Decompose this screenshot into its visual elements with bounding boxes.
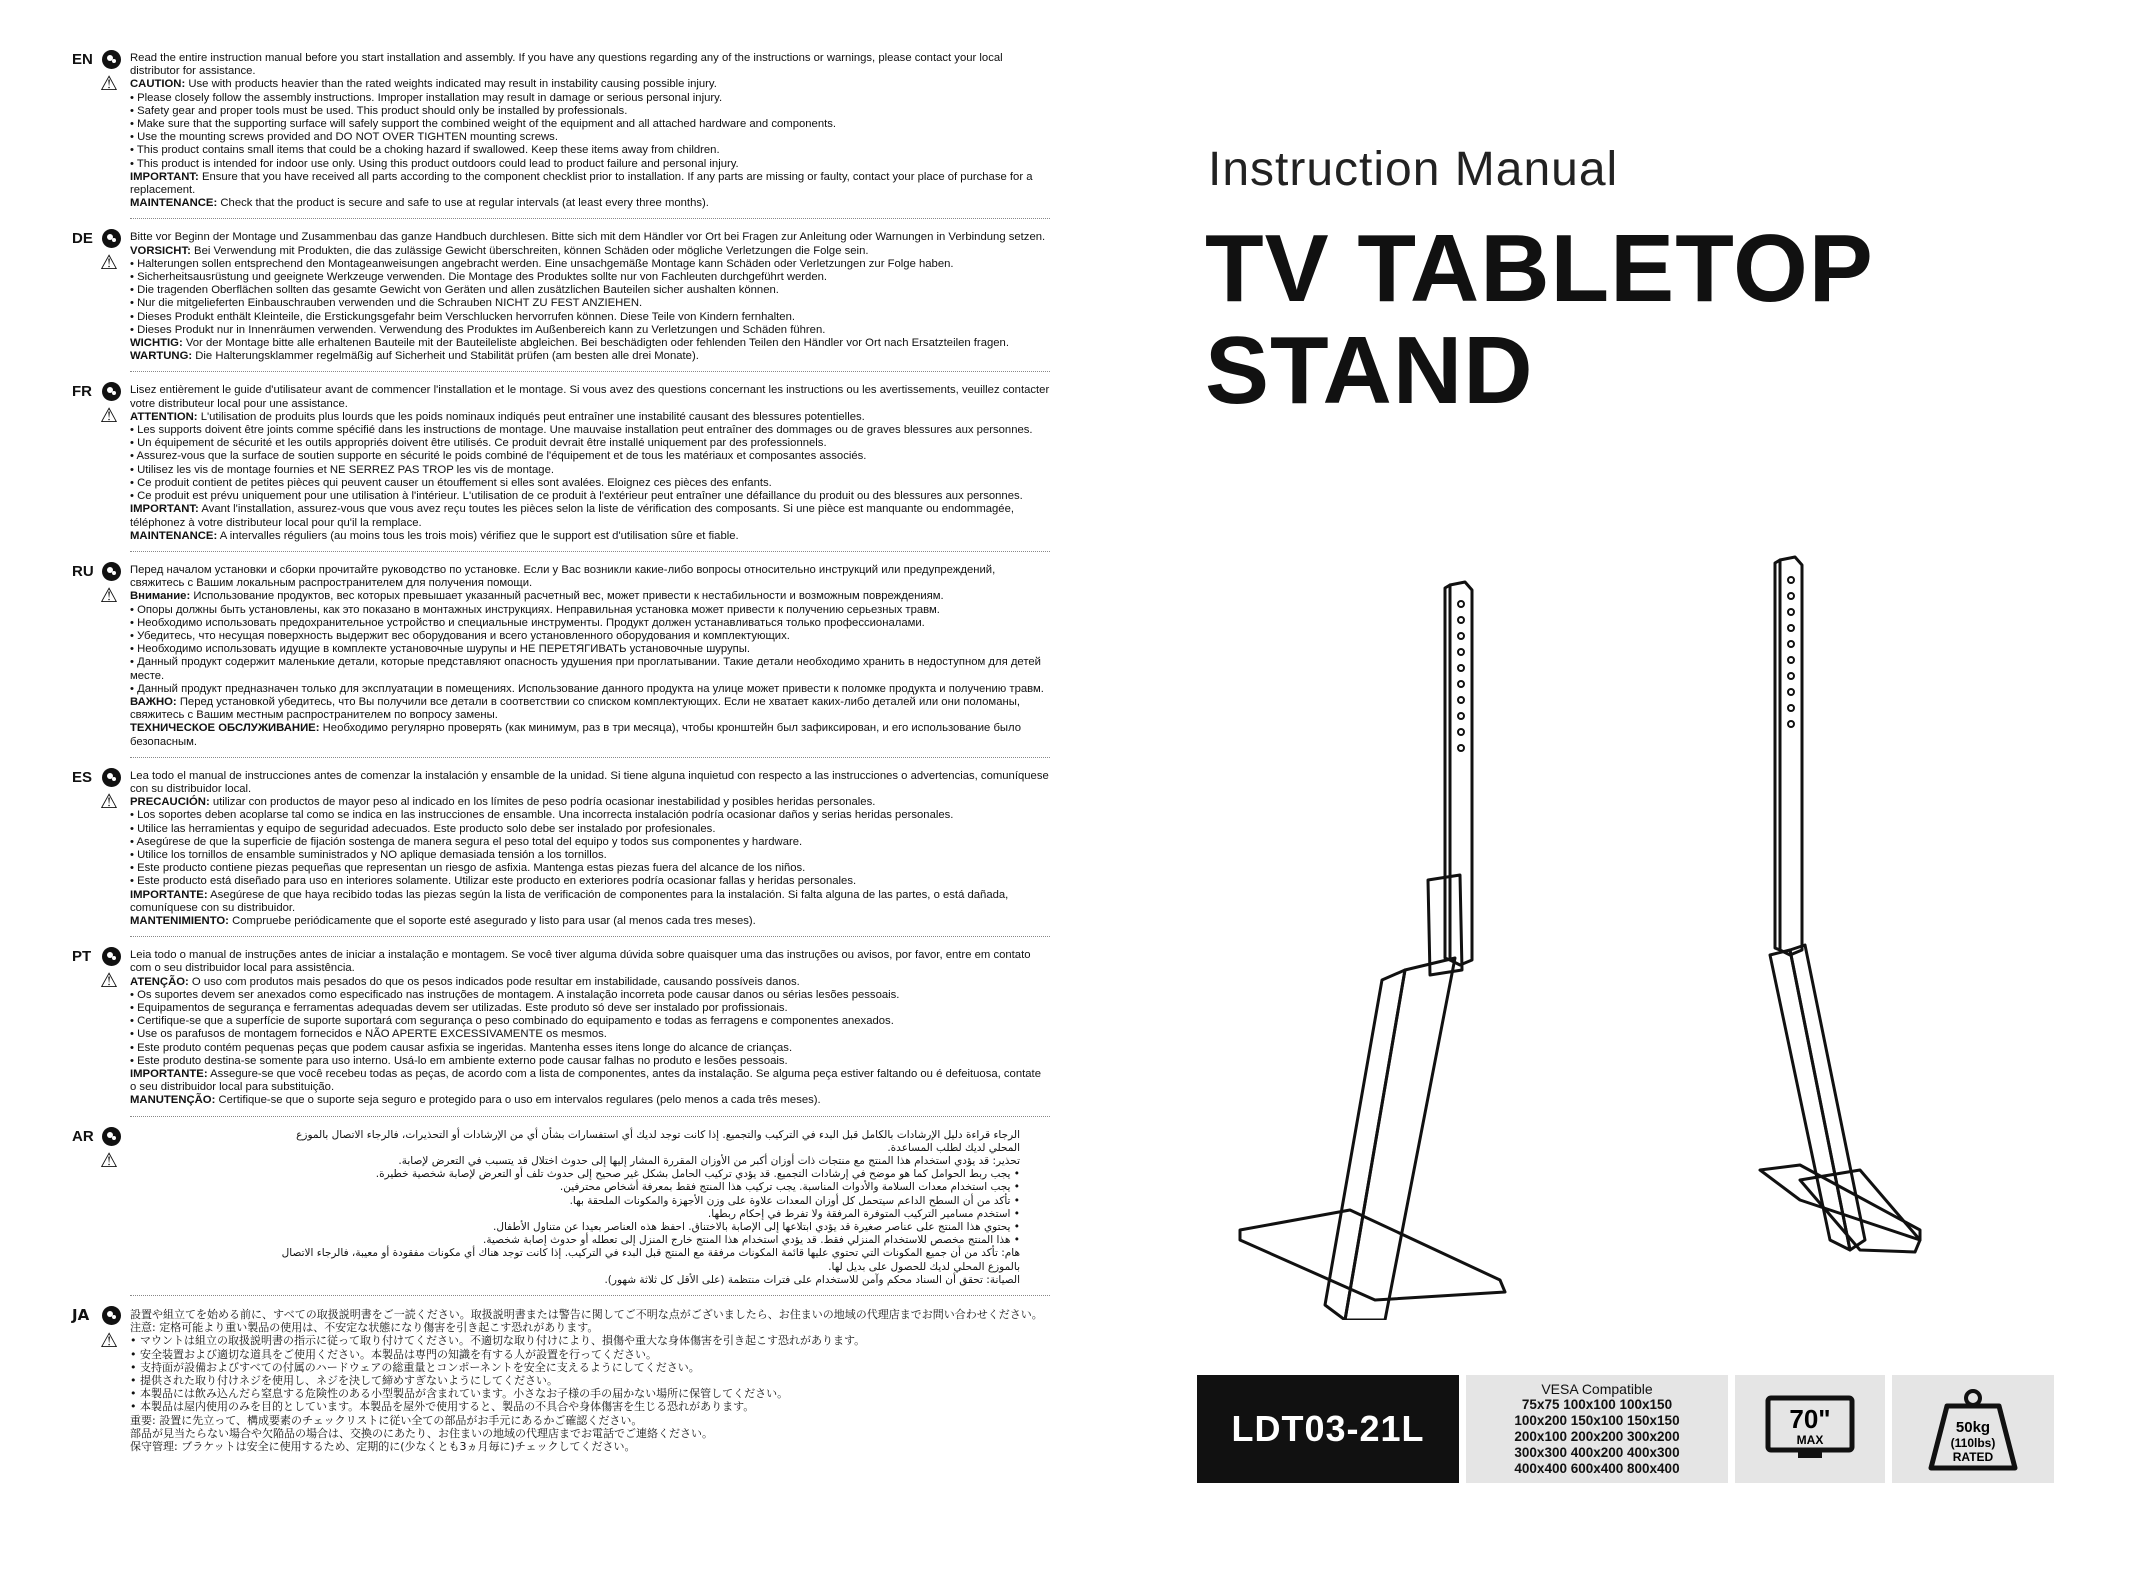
caution-label: ATENÇÃO:: [130, 975, 189, 988]
subtitle: Instruction Manual: [1208, 143, 1619, 196]
caution-text: [130, 245, 1050, 258]
tv-icon: [1764, 1394, 1856, 1464]
maintenance-body: Compruebe periódicamente que el soporte esté asegurado y listo para usar (al menos cada tres meses).: [232, 914, 756, 927]
bullet-item: • Make sure that the supporting surface will safely support the combined weight of the equipment and all attached hardware and components.: [130, 118, 1050, 131]
language-code: JA: [72, 1306, 90, 1325]
japanese-line: • 提供された取り付けネジを使用し、ネジを決して締めすぎないようにしてください。: [130, 1374, 558, 1388]
caution-text: [130, 78, 1050, 91]
arabic-line: • يجب ربط الحوامل كما هو موضح في إرشادات التجميع. قد يؤدي تركيب الحامل بشكل غير صحيح إلى حدوث تلف أو التعرض لإصابة شخصية خطيرة.: [375, 1168, 1020, 1181]
intro-text: Leia todo o manual de instruções antes de iniciar a instalação e montagem. Se você tiver alguma dúvida sobre quaisquer uma das instruções ou avisos, por favor, entre em contato com o seu distribuidor local para assistência.: [130, 949, 1031, 975]
maintenance-label: WARTUNG:: [130, 350, 193, 363]
caution-text: [130, 590, 1050, 603]
warning-icon: ⚠: [100, 970, 118, 993]
weight-label: RATED: [1952, 1450, 1994, 1464]
bullet-item: • Este produto destina-se somente para uso interno. Usá-lo em ambiente externo pode causar falhas no produto e lesões pessoais.: [130, 1055, 1050, 1068]
bullet-item: • Dieses Produkt nur in Innenräumen verwenden. Verwendung des Produktes im Außenbereich kann zu Verletzungen und Schäden führen.: [130, 324, 1050, 337]
bullet-item: • Halterungen sollen entsprechend den Montageanweisungen angebracht werden. Eine unsachgemäße Montage kann Schäden oder Verletzungen zur Folge haben.: [130, 258, 1050, 271]
intro-text: Перед началом установки и сборки прочитайте руководство по установке. Если у Вас возникли какие-либо вопросы относительно инструкций или предупреждений, свяжитесь с Вашим локальным распространителем для получения помощи.: [130, 563, 996, 590]
warning-icon: ⚠: [100, 405, 118, 428]
language-section-ja: [60, 1308, 1050, 1453]
title-line-1: TV TABLETOP: [1205, 215, 1874, 322]
bullet-item: • Certifique-se que a superfície de suporte suportará com segurança o peso combinado do equipamento e todas as ferragens e componentes anexados.: [130, 1015, 1050, 1028]
arabic-line: • يجب استخدام معدات السلامة والأدوات المناسبة. يجب تركيب هذا المنتج فقط بمعرفة أشخاص محترفين.: [559, 1181, 1020, 1194]
important-body: Vor der Montage bitte alle erhaltenen Bauteile mit der Bauteileliste abgleichen. Bei beschädigten oder fehlenden Teilen den Händler vor Ort nach Ersatzteilen fragen.: [185, 337, 1009, 350]
bullet-item: • Ce produit est prévu uniquement pour une utilisation à l'intérieur. L'utilisation de ce produit à l'extérieur peut entraîner une défaillance du produit ou des blessures aux personnes.: [130, 490, 1050, 503]
bullet-item: • Nur die mitgelieferten Einbauschrauben verwenden und die Schrauben NICHT ZU FEST ANZIEHEN.: [130, 297, 1050, 310]
intro-text: Lea todo el manual de instrucciones antes de comenzar la instalación y ensamble de la unidad. Si tiene alguna inquietud con respecto a las instrucciones o advertencias, comuníquese con su distribuidor local.: [130, 769, 1049, 795]
bullet-item: • Необходимо использовать идущие в комплекте установочные шурупы и НЕ ПЕРЕТЯГИВАТЬ установочные шурупы.: [130, 643, 1050, 656]
globe-icon: [102, 1306, 121, 1325]
japanese-line: • マウントは組立の取扱説明書の指示に従って取り付けてください。不適切な取り付けにより、損傷や重大な身体傷害を引き起こす恐れがあります。: [130, 1334, 866, 1348]
maintenance-body: Die Halterungsklammer regelmäßig auf Sicherheit und Stabilität prüfen (am besten alle drei Monate).: [195, 350, 699, 363]
bullet-item: • Dieses Produkt enthält Kleinteile, die Erstickungsgefahr beim Verschlucken hervorrufen können. Diese Teile von Kindern fernhalten.: [130, 311, 1050, 324]
product-title: [1205, 215, 1874, 424]
important-label: IMPORTANT:: [130, 170, 199, 183]
bullet-item: • Убедитесь, что несущая поверхность выдержит вес оборудования и всего установленного оборудования и комплектующих.: [130, 630, 1050, 643]
caution-body: Bei Verwendung mit Produkten, die das zulässige Gewicht überschreiten, können Schäden oder mögliche Verletzungen die Folge sein.: [194, 244, 869, 257]
size-value: 70": [1789, 1404, 1831, 1434]
language-code: EN: [72, 51, 93, 68]
warning-icon: ⚠: [100, 1328, 118, 1353]
japanese-line: 部品が見当たらない場合や欠陥品の場合は、交換のにあたり、お住まいの地域の代理店までお電話でご連絡ください。: [130, 1426, 713, 1440]
bullet-item: • Este producto contiene piezas pequeñas que representan un riesgo de asfixia. Mantenga estas piezas fuera del alcance de los niños.: [130, 862, 1050, 875]
bullet-item: • Use the mounting screws provided and DO NOT OVER TIGHTEN mounting screws.: [130, 131, 1050, 144]
maintenance-body: Необходимо регулярно проверять (как минимум, раз в три месяца), чтобы кронштейн был зафиксирован, и его использование было безопасным.: [130, 722, 1022, 748]
vesa-row: 75x75 100x100 100x150: [1521, 1397, 1673, 1412]
section-divider: [130, 936, 1050, 937]
language-code: FR: [72, 383, 92, 401]
important-label: IMPORTANT:: [130, 503, 199, 516]
weight-lbs: (110lbs): [1950, 1436, 1996, 1450]
arabic-line: • تأكد من أن السطح الداعم سيتحمل كل أوزان المعدات علاوة على وزن الأجهزة والمكونات الملحقة بها.: [569, 1194, 1020, 1207]
language-section-de: [60, 231, 1050, 363]
maintenance-label: MAINTENANCE:: [130, 197, 218, 210]
stand-illustration: [1160, 540, 2140, 1320]
warning-icon: ⚠: [100, 73, 118, 95]
intro-text: Bitte vor Beginn der Montage und Zusammenbau das ganze Handbuch durchlesen. Bitte sich mit dem Händler vor Ort bei Fragen zur Anleitung oder Warnungen in Verbindung setzen.: [130, 231, 1046, 244]
language-section-pt: [60, 949, 1050, 1107]
globe-icon: [102, 50, 121, 69]
maintenance-label: MANUTENÇÃO:: [130, 1094, 216, 1107]
bullet-item: • Utilisez les vis de montage fournies et NE SERREZ PAS TROP les vis de montage.: [130, 464, 1050, 477]
language-section-ru: [60, 564, 1050, 749]
maintenance-text: [130, 722, 1050, 748]
weight-rating: [1892, 1375, 2054, 1483]
vesa-row: 300x300 400x200 400x300: [1514, 1445, 1680, 1460]
section-divider: [130, 1116, 1050, 1117]
section-divider: [130, 757, 1050, 758]
important-label: ВАЖНО:: [130, 695, 177, 708]
arabic-line: • استخدم مسامير التركيب المتوفرة المرفقة ولا تفرط في إحكام ربطها.: [707, 1207, 1020, 1220]
arabic-line: الصيانة: تحقق أن السناد محكم وآمن للاستخدام على فترات منتظمة (على الأقل كل ثلاثة شهور).: [604, 1273, 1020, 1286]
caution-body: L'utilisation de produits plus lourds que les poids nominaux indiqués peut entraîner une instabilité causant des blessures potentielles.: [200, 410, 865, 423]
section-divider: [130, 551, 1050, 552]
japanese-line: 設置や組立てを始める前に、すべての取扱説明書をご一読ください。取扱説明書または警告に関してご不明な点がございましたら、お住まいの地域の代理店までお問い合わせください。: [130, 1308, 1043, 1322]
maintenance-text: [130, 350, 1050, 363]
bullet-item: • Необходимо использовать предохранительное устройство и специальные инструменты. Продукт должен устанавливаться только профессионалами.: [130, 617, 1050, 630]
language-section-en: [60, 52, 1050, 210]
globe-icon: [102, 768, 121, 787]
bullet-item: • This product contains small items that could be a choking hazard if swallowed. Keep these items away from children.: [130, 144, 1050, 157]
vesa-row: 200x100 200x200 300x200: [1514, 1429, 1680, 1444]
language-section-es: [60, 770, 1050, 928]
section-divider: [130, 1295, 1050, 1296]
model-number: LDT03-21L: [1197, 1375, 1459, 1483]
important-body: Avant l'installation, assurez-vous que vous avez reçu toutes les pièces selon la liste de vérification des composants. Si une pièce est manquante ou endommagée, téléphonez à votre distributeur local pour qu'il la remplace.: [130, 503, 1014, 529]
bullet-item: • Данный продукт содержит маленькие детали, которые представляют опасность удушения при проглатывании. Такие детали необходимо хранить в недоступном для детей месте.: [130, 656, 1050, 682]
language-code: PT: [72, 948, 92, 966]
title-line-2: STAND: [1205, 317, 1534, 424]
japanese-line: • 本製品には飲み込んだら窒息する危険性のある小型製品が含まれています。小さなお子様の手の届かない場所に保管してください。: [130, 1387, 789, 1401]
arabic-line: الرجاء قراءة دليل الإرشادات بالكامل قبل البدء في التركيب والتجميع. إذا كانت توجد لديك أي استفسارات بشأن أي من الإرشادات أو التحذيرات، فالرجاء الاتصال بالموزع المحلي لديك لطلب المساعدة.: [296, 1128, 1020, 1154]
weight-kg: 50kg: [1955, 1419, 1991, 1436]
vesa-row: 400x400 600x400 800x400: [1514, 1461, 1680, 1476]
vesa-row: 100x200 150x100 150x150: [1514, 1413, 1680, 1428]
language-code: ES: [72, 768, 93, 786]
bullet-item: • Safety gear and proper tools must be used. This product should only be installed by professionals.: [130, 105, 1050, 118]
bullet-item: • Use os parafusos de montagem fornecidos e NÃO APERTE EXCESSIVAMENTE os mesmos.: [130, 1028, 1050, 1041]
important-body: Перед установкой убедитесь, что Вы получили все детали в соответствии со списком комплектующих. Если не хватает каких-либо деталей или они поломаны, свяжитесь с Вашим местным распространителем по вопросу замены.: [130, 695, 1020, 722]
maintenance-body: A intervalles réguliers (au moins tous les trois mois) vérifiez que le support est d'utilisation sûre et fiable.: [219, 529, 739, 542]
important-text: [130, 889, 1050, 915]
caution-body: Использование продуктов, вес которых превышает указанный расчетный вес, может привести к нестабильности и возможным повреждениям.: [193, 590, 944, 603]
section-divider: [130, 218, 1050, 219]
important-body: Assegure-se que você recebeu todas as peças, de acordo com a lista de componentes, antes da instalação. Se alguma peça estiver faltando ou é defeituosa, contate o seu distribuidor local para substituição.: [130, 1068, 1041, 1094]
important-label: IMPORTANTE:: [130, 888, 208, 901]
bullet-item: • Die tragenden Oberflächen sollten das gesamte Gewicht von Geräten und allen zusätzlichen Bauteilen sicher aushalten können.: [130, 284, 1050, 297]
important-text: [130, 696, 1050, 722]
caution-text: [130, 411, 1050, 424]
important-text: [130, 503, 1050, 529]
max-screen-size: [1735, 1375, 1885, 1483]
bullet-item: • Equipamentos de segurança e ferramentas adequadas devem ser utilizadas. Este produto só deve ser instalado por profissionais.: [130, 1002, 1050, 1015]
maintenance-body: Certifique-se que o suporte seja seguro e protegido para o uso em intervalos regulares (pelo menos a cada três meses).: [218, 1094, 821, 1107]
warning-icon: ⚠: [100, 1149, 118, 1172]
bullet-item: • This product is intended for indoor use only. Using this product outdoors could lead to product failure and personal injury.: [130, 158, 1050, 171]
caution-text: [130, 976, 1050, 989]
warning-icon: ⚠: [100, 584, 118, 607]
arabic-line: • هذا المنتج مخصص للاستخدام المنزلي فقط. قد يؤدي استخدام هذا المنتج خارج المنزل إلى تعطله أو حدوث إصابة شخصية.: [483, 1234, 1020, 1247]
important-label: IMPORTANTE:: [130, 1068, 208, 1081]
multilingual-warnings: [60, 52, 1050, 1572]
bullet-item: • Este produto contém pequenas peças que podem causar asfixia se ingeridas. Mantenha esses itens longe do alcance de crianças.: [130, 1042, 1050, 1055]
maintenance-text: [130, 915, 1050, 928]
maintenance-label: MANTENIMIENTO:: [130, 914, 229, 927]
vesa-compatibility: [1466, 1375, 1728, 1483]
bullet-item: • Asegúrese de que la superficie de fijación sostenga de manera segura el peso total del equipo y todos sus componentes y hardware.: [130, 836, 1050, 849]
caution-label: CAUTION:: [130, 78, 186, 91]
caution-label: PRECAUCIÓN:: [130, 796, 210, 809]
caution-label: ATTENTION:: [130, 410, 198, 423]
bullet-item: • Assurez-vous que la surface de soutien supporte en sécurité le poids combiné de l'équipement et de tous les matériaux et composantes associés.: [130, 450, 1050, 463]
maintenance-label: MAINTENANCE:: [130, 529, 218, 542]
bullet-item: • Os suportes devem ser anexados como especificado nas instruções de montagem. A instalação incorreta pode causar danos ou sérias lesões pessoais.: [130, 989, 1050, 1002]
size-label: MAX: [1796, 1433, 1824, 1447]
language-code: AR: [72, 1127, 94, 1145]
important-body: Ensure that you have received all parts according to the component checklist prior to installation. If any parts are missing or faulty, contact your place of purchase for a replacement.: [130, 170, 1033, 197]
bullet-item: • Sicherheitsausrüstung und geeignete Werkzeuge verwenden. Die Montage des Produktes sollte nur von Fachleuten durchgeführt werden.: [130, 271, 1050, 284]
japanese-line: • 本製品は屋内使用のみを目的としています。本製品を屋外で使用すると、製品の不具合や身体傷害を生じる恐れがあります。: [130, 1400, 755, 1414]
bullet-item: • Este producto está diseñado para uso en interiores solamente. Utilizar este producto en exteriores podría ocasionar fallas y heridas personales.: [130, 875, 1050, 888]
bullet-item: • Utilice las herramientas y equipo de seguridad adecuados. Este producto solo debe ser instalado por profesionales.: [130, 823, 1050, 836]
globe-icon: [102, 562, 121, 581]
maintenance-label: ТЕХНИЧЕСКОЕ ОБСЛУЖИВАНИЕ:: [130, 722, 320, 735]
important-body: Asegúrese de que haya recibido todas las piezas según la lista de verificación de componentes para la instalación. Si falta alguna de las partes, o está dañada, comuníquese con su distribuidor.: [130, 888, 1009, 914]
caution-body: O uso com produtos mais pesados do que os pesos indicados pode resultar em instabilidade, causando possíveis danos.: [191, 975, 800, 988]
language-code: RU: [72, 562, 94, 580]
important-text: [130, 1068, 1050, 1094]
arabic-line: تحذير: قد يؤدي استخدام هذا المنتج مع منتجات ذات أوزان أكبر من الأوزان المقررة المشار إليها إلى حدوث اختلال قد يتسبب في التعرض لإصابة.: [398, 1155, 1020, 1168]
language-section-ar: [60, 1129, 1050, 1287]
japanese-line: 注意: 定格可能より重い製品の使用は、不安定な状態になり傷害を引き起こす恐れがあります。: [130, 1321, 599, 1335]
arabic-text: [130, 1129, 1050, 1287]
maintenance-text: [130, 197, 1050, 210]
intro-text: Read the entire instruction manual before you start installation and assembly. If you have any questions regarding any of the instructions or warnings, please contact your local distributor for assistance.: [130, 52, 1003, 78]
important-text: [130, 337, 1050, 350]
bullet-item: • Опоры должны быть установлены, как это показано в монтажных инструкциях. Неправильная установка может привести к получению серьезных травм.: [130, 604, 1050, 617]
bullet-item: • Ce produit contient de petites pièces qui peuvent causer un étouffement si elles sont avalées. Eloignez ces pièces des enfants.: [130, 477, 1050, 490]
bullet-item: • Los soportes deben acoplarse tal como se indica en las instrucciones de ensamble. Una incorrecta instalación podría ocasionar daños y serias heridas personales.: [130, 809, 1050, 822]
important-label: WICHTIG:: [130, 337, 183, 350]
bullet-item: • Un équipement de sécurité et les outils appropriés doivent être utilisés. Ce produit devrait être installé uniquement par des professionnels.: [130, 437, 1050, 450]
japanese-line: • 安全装置および適切な道具をご使用ください。本製品は専門の知識を有する人が設置を行ってください。: [130, 1347, 657, 1361]
important-text: [130, 171, 1050, 197]
japanese-line: 重要: 設置に先立って、構成要素のチェックリストに従い全ての部品がお手元にあるかご確認ください。: [130, 1413, 643, 1427]
intro-text: Lisez entièrement le guide d'utilisateur avant de commencer l'installation et le montage. Si vous avez des questions concernant les instructions ou les avertissements, veuillez contacter votre distributeur local pour une assistance.: [130, 384, 1050, 410]
caution-body: Use with products heavier than the rated weights indicated may result in instability causing possible injury.: [188, 78, 717, 91]
bullet-item: • Данный продукт предназначен только для эксплуатации в помещениях. Использование данного продукта на улице может привести к поломке продукта и получению травм.: [130, 683, 1050, 696]
globe-icon: [102, 382, 121, 401]
vesa-title: VESA Compatible: [1541, 1381, 1653, 1397]
arabic-line: هام: تأكد من أن جميع المكونات التي تحتوي عليها قائمة المكونات مرفقة مع المنتج قبل البدء في التركيب. إذا كانت توجد هناك أي مكونات مفقودة أو معيبة، فالرجاء الاتصال بالموزع المحلي لديك للحصول على بديل لها.: [281, 1247, 1020, 1273]
bullet-item: • Les supports doivent être joints comme spécifié dans les instructions de montage. Une mauvaise installation peut entraîner des dommages ou de graves blessures aux personnes.: [130, 424, 1050, 437]
warning-icon: ⚠: [100, 790, 118, 813]
bullet-item: • Please closely follow the assembly instructions. Improper installation may result in damage or serious personal injury.: [130, 92, 1050, 105]
japanese-line: 保守管理: ブラケットは安全に使用するため、定期的に(少なくとも3ヵ月毎に)チェックしてください。: [130, 1440, 636, 1454]
globe-icon: [102, 229, 121, 248]
maintenance-text: [130, 1094, 1050, 1107]
maintenance-text: [130, 530, 1050, 543]
caution-label: Внимание:: [130, 590, 191, 603]
maintenance-body: Check that the product is secure and safe to use at regular intervals (at least every three months).: [220, 197, 709, 210]
caution-text: [130, 796, 1050, 809]
warning-icon: ⚠: [100, 252, 118, 275]
weight-icon: [1925, 1384, 2021, 1474]
language-code: DE: [72, 230, 93, 248]
section-divider: [130, 371, 1050, 372]
japanese-line: • 支持面が設備およびすべての付属のハードウェアの総重量とコンポーネントを安全に支えるようにしてください。: [130, 1360, 700, 1374]
globe-icon: [102, 1127, 121, 1146]
caution-label: VORSICHT:: [130, 244, 191, 257]
caution-body: utilizar con productos de mayor peso al indicado en los límites de peso podría ocasionar inestabilidad y posibles heridas personales.: [212, 796, 876, 809]
globe-icon: [102, 947, 121, 966]
bullet-item: • Utilice los tornillos de ensamble suministrados y NO aplique demasiada tensión a los tornillos.: [130, 849, 1050, 862]
arabic-line: • يحتوي هذا المنتج على عناصر صغيرة قد يؤدي ابتلاعها إلى الإصابة بالاختناق. احفظ هذه العناصر بعيدا عن متناول الأطفال.: [492, 1221, 1020, 1234]
language-section-fr: [60, 384, 1050, 542]
